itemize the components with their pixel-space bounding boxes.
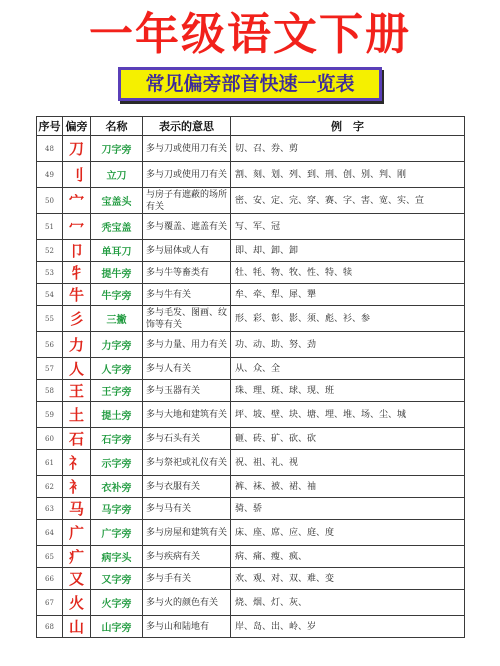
radical-meaning: 多与力量、用力有关 [143, 332, 231, 358]
radical-name: 石字旁 [91, 428, 143, 450]
radical-name: 人字旁 [91, 358, 143, 380]
radical-name: 力字旁 [91, 332, 143, 358]
table-row [37, 188, 465, 214]
table-row [37, 616, 465, 638]
table-row [37, 520, 465, 546]
table-row [37, 358, 465, 380]
table-row [37, 476, 465, 498]
example-characters: 床、座、席、应、庭、度 [231, 520, 465, 546]
radical-name: 病字头 [91, 546, 143, 568]
radical-meaning: 多与刀或使用刀有关 [143, 162, 231, 188]
radical-meaning: 多与牛有关 [143, 284, 231, 306]
radical-cell: 山 [63, 616, 91, 638]
radical-name: 牛字旁 [91, 284, 143, 306]
header-number: 序号 [37, 117, 63, 136]
radical-cell: 刀 [63, 136, 91, 162]
row-number: 57 [37, 358, 63, 380]
radical-name: 又字旁 [91, 568, 143, 590]
radical-cell: 人 [63, 358, 91, 380]
row-number: 58 [37, 380, 63, 402]
table-row [37, 402, 465, 428]
radical-cell: 牜 [63, 262, 91, 284]
table-row [37, 284, 465, 306]
table-row [37, 262, 465, 284]
table-row [37, 568, 465, 590]
row-number: 60 [37, 428, 63, 450]
radical-cell: 礻 [63, 450, 91, 476]
header-name: 名称 [91, 117, 143, 136]
row-number: 52 [37, 240, 63, 262]
subtitle-banner: 常见偏旁部首快速一览表 [118, 67, 382, 101]
radical-name: 宝盖头 [91, 188, 143, 214]
example-characters: 坪、坡、壁、块、塘、埋、堆、场、尘、城 [231, 402, 465, 428]
radical-meaning: 多与刀或使用刀有关 [143, 136, 231, 162]
row-number: 62 [37, 476, 63, 498]
example-characters: 切、召、券、剪 [231, 136, 465, 162]
radical-cell: 土 [63, 402, 91, 428]
radical-table-container [36, 116, 464, 638]
example-characters: 形、彩、彰、影、须、彪、衫、参 [231, 306, 465, 332]
radical-cell: 彡 [63, 306, 91, 332]
example-characters: 烧、烟、灯、灰、 [231, 590, 465, 616]
row-number: 48 [37, 136, 63, 162]
header-radical: 偏旁 [63, 117, 91, 136]
row-number: 55 [37, 306, 63, 332]
example-characters: 裤、袜、被、裙、袖 [231, 476, 465, 498]
row-number: 68 [37, 616, 63, 638]
radical-meaning: 多与祭祀或礼仪有关 [143, 450, 231, 476]
radical-cell: 又 [63, 568, 91, 590]
example-characters: 岸、岛、出、岭、岁 [231, 616, 465, 638]
example-characters: 从、众、全 [231, 358, 465, 380]
table-row [37, 450, 465, 476]
page-title: 一年级语文下册 [89, 9, 411, 60]
row-number: 66 [37, 568, 63, 590]
row-number: 49 [37, 162, 63, 188]
row-number: 59 [37, 402, 63, 428]
radical-name: 三撇 [91, 306, 143, 332]
radical-cell: 王 [63, 380, 91, 402]
table-body [37, 136, 465, 638]
radical-table [36, 116, 465, 638]
row-number: 64 [37, 520, 63, 546]
radical-meaning: 多与火的颜色有关 [143, 590, 231, 616]
radical-name: 山字旁 [91, 616, 143, 638]
example-characters: 砸、砖、矿、砍、砍 [231, 428, 465, 450]
table-row [37, 380, 465, 402]
radical-meaning: 多与覆盖、遮盖有关 [143, 214, 231, 240]
example-characters: 割、刻、划、列、到、刑、创、别、判、刚 [231, 162, 465, 188]
row-number: 63 [37, 498, 63, 520]
radical-meaning: 多与人有关 [143, 358, 231, 380]
example-characters: 密、安、定、完、穿、赛、字、害、宽、实、宣 [231, 188, 465, 214]
radical-cell: 衤 [63, 476, 91, 498]
radical-cell: 宀 [63, 188, 91, 214]
radical-name: 广字旁 [91, 520, 143, 546]
row-number: 67 [37, 590, 63, 616]
example-characters: 欢、观、对、双、难、变 [231, 568, 465, 590]
table-row [37, 136, 465, 162]
radical-cell: 广 [63, 520, 91, 546]
example-characters: 写、军、冠 [231, 214, 465, 240]
radical-cell: 力 [63, 332, 91, 358]
table-row [37, 590, 465, 616]
radical-meaning: 多与毛发、图画、纹饰等有关 [143, 306, 231, 332]
example-characters: 牟、牵、犁、犀、犟 [231, 284, 465, 306]
header-meaning: 表示的意思 [143, 117, 231, 136]
radical-meaning: 与房子有遮蔽的场所有关 [143, 188, 231, 214]
example-characters: 牡、牦、物、牧、性、特、犊 [231, 262, 465, 284]
example-characters: 珠、理、斑、球、现、班 [231, 380, 465, 402]
radical-cell: 冖 [63, 214, 91, 240]
row-number: 54 [37, 284, 63, 306]
radical-name: 立刀 [91, 162, 143, 188]
row-number: 53 [37, 262, 63, 284]
radical-cell: 牛 [63, 284, 91, 306]
radical-name: 秃宝盖 [91, 214, 143, 240]
radical-name: 刀字旁 [91, 136, 143, 162]
radical-name: 衣补旁 [91, 476, 143, 498]
radical-meaning: 多与山和陆地有 [143, 616, 231, 638]
radical-cell: 疒 [63, 546, 91, 568]
radical-name: 示字旁 [91, 450, 143, 476]
radical-name: 王字旁 [91, 380, 143, 402]
radical-meaning: 多与石头有关 [143, 428, 231, 450]
radical-cell: 马 [63, 498, 91, 520]
table-row [37, 498, 465, 520]
radical-name: 火字旁 [91, 590, 143, 616]
radical-meaning: 多与屈体或人有 [143, 240, 231, 262]
radical-name: 马字旁 [91, 498, 143, 520]
example-characters: 骑、骄 [231, 498, 465, 520]
table-header-row [37, 117, 465, 136]
table-row [37, 428, 465, 450]
radical-meaning: 多与衣服有关 [143, 476, 231, 498]
header-examples: 例 字 [231, 117, 465, 136]
radical-meaning: 多与牛等畜类有 [143, 262, 231, 284]
row-number: 50 [37, 188, 63, 214]
example-characters: 病、痛、瘦、疯、 [231, 546, 465, 568]
radical-meaning: 多与疾病有关 [143, 546, 231, 568]
radical-name: 提牛旁 [91, 262, 143, 284]
radical-meaning: 多与大地和建筑有关 [143, 402, 231, 428]
table-row [37, 214, 465, 240]
example-characters: 功、动、助、努、劲 [231, 332, 465, 358]
radical-cell: 卩 [63, 240, 91, 262]
table-row [37, 240, 465, 262]
table-row [37, 332, 465, 358]
example-characters: 即、却、卸、卸 [231, 240, 465, 262]
row-number: 56 [37, 332, 63, 358]
row-number: 65 [37, 546, 63, 568]
table-row [37, 162, 465, 188]
row-number: 51 [37, 214, 63, 240]
radical-cell: 火 [63, 590, 91, 616]
table-row [37, 546, 465, 568]
radical-name: 提土旁 [91, 402, 143, 428]
radical-meaning: 多与马有关 [143, 498, 231, 520]
radical-name: 单耳刀 [91, 240, 143, 262]
radical-cell: 刂 [63, 162, 91, 188]
radical-meaning: 多与房屋和建筑有关 [143, 520, 231, 546]
radical-cell: 石 [63, 428, 91, 450]
example-characters: 祝、祖、礼、视 [231, 450, 465, 476]
radical-meaning: 多与手有关 [143, 568, 231, 590]
table-row [37, 306, 465, 332]
row-number: 61 [37, 450, 63, 476]
radical-meaning: 多与玉器有关 [143, 380, 231, 402]
